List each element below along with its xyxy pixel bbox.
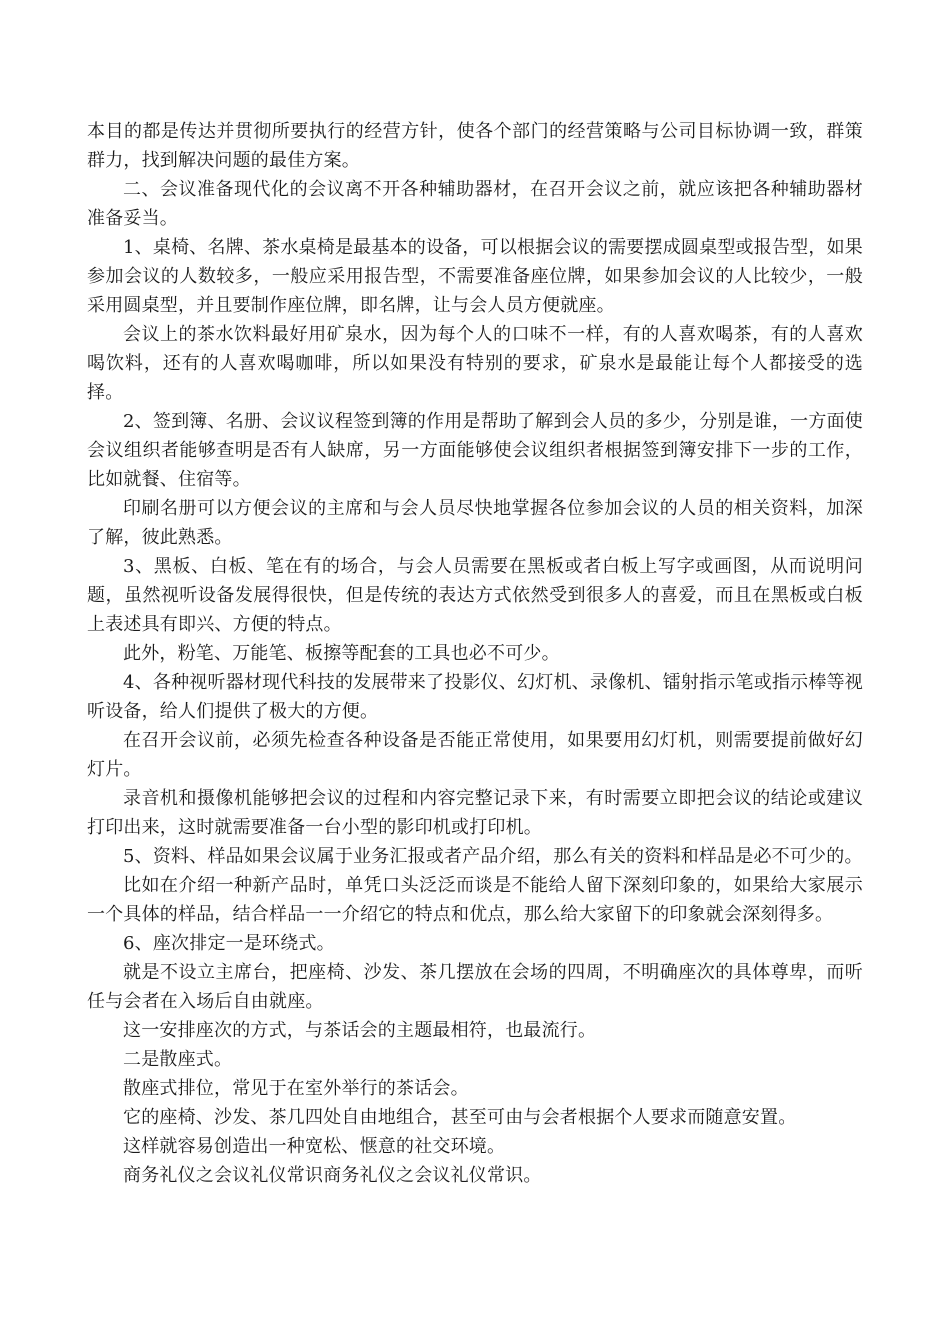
paragraph: 5、资料、样品如果会议属于业务汇报或者产品介绍，那么有关的资料和样品是必不可少的。 bbox=[123, 846, 863, 867]
paragraph: 录音机和摄像机能够把会议的过程和内容完整记录下来，有时需要立即把会议的结论或建议打印出来，这时就需要准备一台小型的影印机或打印机。 bbox=[87, 788, 863, 838]
paragraph: 3、黑板、白板、笔在有的场合，与会人员需要在黑板或者白板上写字或画图，从而说明问题，虽然视听设备发展得很快，但是传统的表达方式依然受到很多人的喜爱，而且在黑板或白板上表述具有即兴、方便的特点。 bbox=[87, 556, 863, 635]
paragraph: 这一安排座次的方式，与茶话会的主题最相符，也最流行。 bbox=[123, 1020, 597, 1041]
paragraph: 这样就容易创造出一种宽松、惬意的社交环境。 bbox=[123, 1136, 506, 1157]
paragraph: 2、签到簿、名册、会议议程签到簿的作用是帮助了解到会人员的多少，分别是谁，一方面使会议组织者能够查明是否有人缺席，另一方面能够使会议组织者根据签到簿安排下一步的工作，比如就餐、住宿等。 bbox=[87, 411, 863, 490]
paragraph: 4、各种视听器材现代科技的发展带来了投影仪、幻灯机、录像机、镭射指示笔或指示棒等视听设备，给人们提供了极大的方便。 bbox=[87, 672, 863, 722]
paragraph: 商务礼仪之会议礼仪常识商务礼仪之会议礼仪常识。 bbox=[123, 1165, 542, 1186]
document-body bbox=[87, 117, 863, 1190]
paragraph: 它的座椅、沙发、茶几四处自由地组合，甚至可由与会者根据个人要求而随意安置。 bbox=[123, 1107, 797, 1128]
paragraph: 会议上的茶水饮料最好用矿泉水，因为每个人的口味不一样，有的人喜欢喝茶，有的人喜欢喝饮料，还有的人喜欢喝咖啡，所以如果没有特别的要求，矿泉水是最能让每个人都接受的选择。 bbox=[87, 324, 863, 403]
paragraph: 此外，粉笔、万能笔、板擦等配套的工具也必不可少。 bbox=[123, 643, 560, 664]
paragraph: 二、会议准备现代化的会议离不开各种辅助器材，在召开会议之前，就应该把各种辅助器材准备妥当。 bbox=[87, 179, 863, 229]
paragraph: 在召开会议前，必须先检查各种设备是否能正常使用，如果要用幻灯机，则需要提前做好幻灯片。 bbox=[87, 730, 863, 780]
paragraph: 比如在介绍一种新产品时，单凭口头泛泛而谈是不能给人留下深刻印象的，如果给大家展示一个具体的样品，结合样品一一介绍它的特点和优点，那么给大家留下的印象就会深刻得多。 bbox=[87, 875, 863, 925]
paragraph: 二是散座式。 bbox=[123, 1049, 233, 1070]
paragraph: 6、座次排定一是环绕式。 bbox=[123, 933, 335, 954]
paragraph: 就是不设立主席台，把座椅、沙发、茶几摆放在会场的四周，不明确座次的具体尊卑，而听任与会者在入场后自由就座。 bbox=[87, 962, 863, 1012]
paragraph: 1、桌椅、名牌、茶水桌椅是最基本的设备，可以根据会议的需要摆成圆桌型或报告型，如果参加会议的人数较多，一般应采用报告型，不需要准备座位牌，如果参加会议的人比较少，一般采用圆桌型，并且要制作座位牌，即名牌，让与会人员方便就座。 bbox=[87, 237, 863, 316]
paragraph: 本目的都是传达并贯彻所要执行的经营方针，使各个部门的经营策略与公司目标协调一致，群策群力，找到解决问题的最佳方案。 bbox=[87, 121, 863, 171]
paragraph: 散座式排位，常见于在室外举行的茶话会。 bbox=[123, 1078, 469, 1099]
paragraph: 印刷名册可以方便会议的主席和与会人员尽快地掌握各位参加会议的人员的相关资料，加深了解，彼此熟悉。 bbox=[87, 498, 863, 548]
